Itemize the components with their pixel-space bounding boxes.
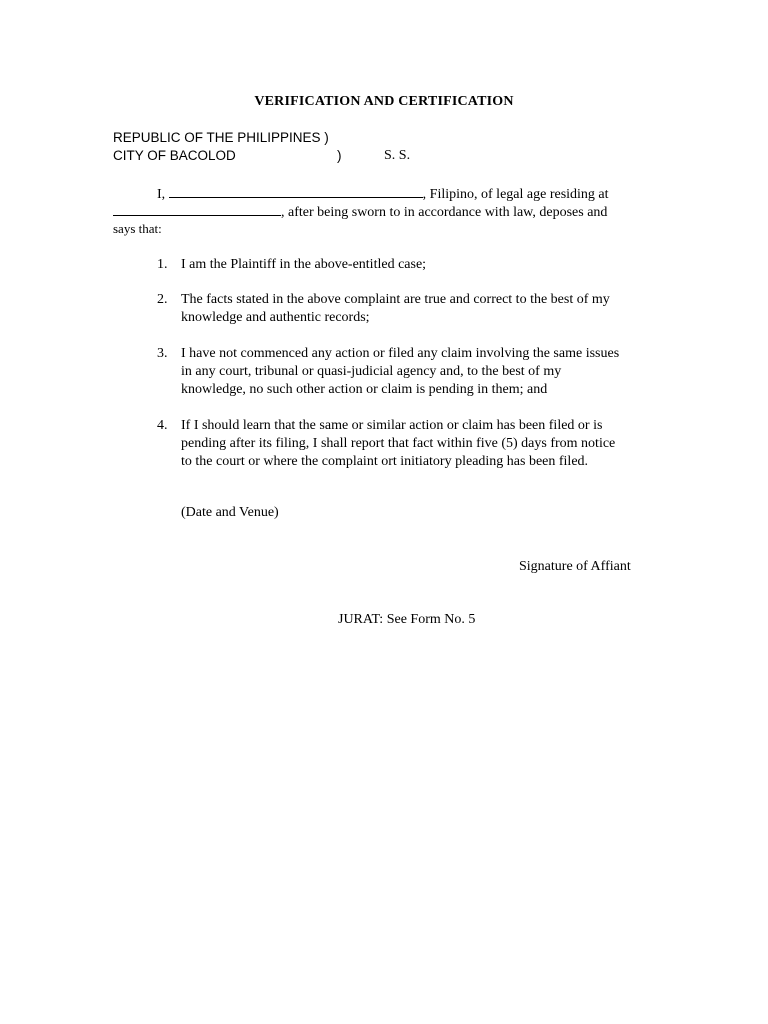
intro-line-1-suffix: , Filipino, of legal age residing at	[422, 187, 609, 202]
intro-prefix: I,	[157, 187, 166, 202]
item-line: knowledge and authentic records;	[181, 310, 370, 325]
item-text	[181, 417, 651, 471]
item-line: pending after its filing, I shall report that fact within five (5) days from notice	[181, 436, 616, 451]
intro-line-3: says that:	[113, 221, 162, 236]
residence-blank[interactable]	[113, 202, 281, 216]
item-text	[181, 291, 651, 327]
item-number: 3.	[157, 346, 168, 361]
item-line: The facts stated in the above complaint are true and correct to the best of my	[181, 292, 610, 307]
item-line: to the court or where the complaint ort initiatory pleading has been filed.	[181, 454, 589, 469]
item-number: 4.	[157, 418, 168, 433]
intro-line-2	[113, 202, 607, 222]
item-line: If I should learn that the same or similar action or claim has been filed or is	[181, 418, 603, 433]
venue-city-label: CITY OF BACOLOD	[113, 148, 236, 163]
item-text	[181, 256, 651, 274]
venue-republic-line: REPUBLIC OF THE PHILIPPINES )	[113, 130, 329, 145]
item-line: I am the Plaintiff in the above-entitled case;	[181, 257, 427, 272]
venue-city-paren: )	[337, 148, 342, 163]
date-venue-label: (Date and Venue)	[181, 505, 279, 520]
item-text	[181, 345, 651, 399]
venue-city-line	[113, 148, 411, 163]
item-line: knowledge, no such other action or claim is pending in them; and	[181, 382, 548, 397]
venue-ss-label: S. S.	[384, 148, 411, 163]
signature-label: Signature of Affiant	[519, 559, 631, 574]
affiant-name-blank[interactable]	[169, 184, 423, 198]
intro-line-2-suffix: , after being sworn to in accordance with law, deposes and	[281, 205, 608, 220]
jurat-label: JURAT: See Form No. 5	[338, 612, 476, 627]
item-line: in any court, tribunal or quasi-judicial agency and, to the best of my	[181, 364, 562, 379]
intro-line-1	[157, 184, 609, 204]
item-number: 2.	[157, 292, 168, 307]
item-line: I have not commenced any action or filed any claim involving the same issues	[181, 346, 620, 361]
item-number: 1.	[157, 257, 168, 272]
document-title: VERIFICATION AND CERTIFICATION	[254, 94, 514, 109]
